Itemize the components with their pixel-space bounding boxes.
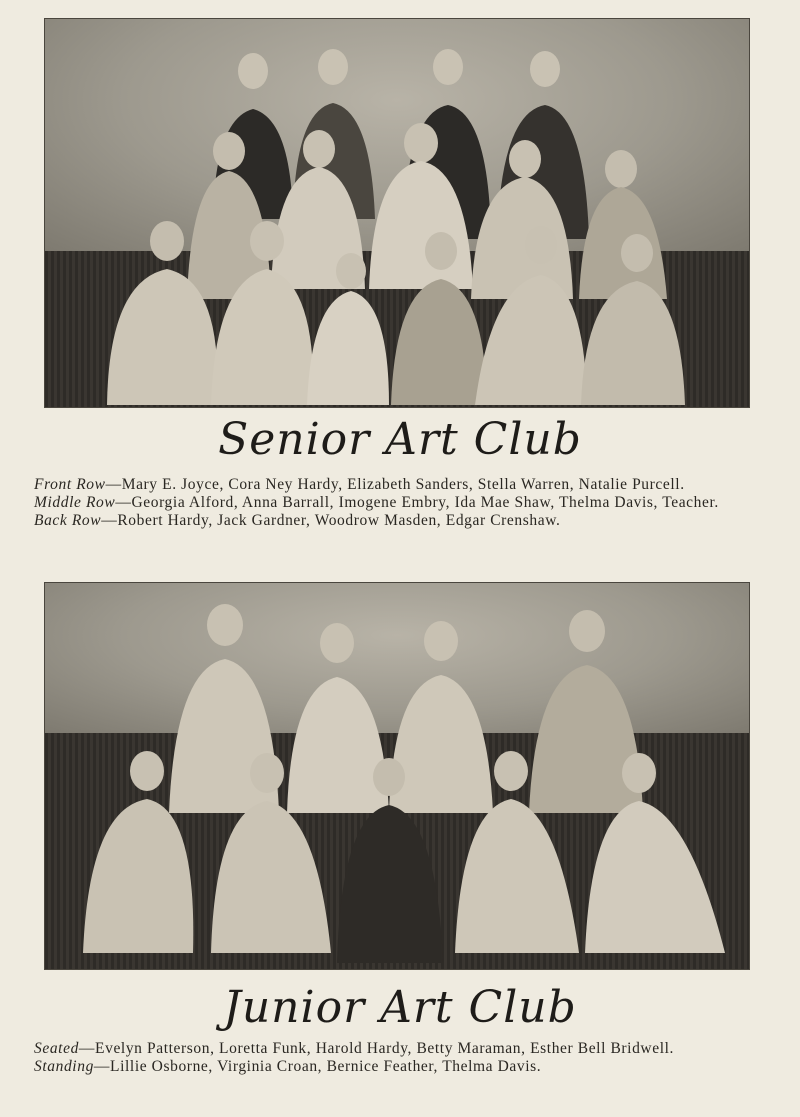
- senior-club-photo: [44, 18, 750, 408]
- row-label: Standing: [34, 1058, 94, 1075]
- row-names: Evelyn Patterson, Loretta Funk, Harold Hardy, Betty Maraman, Esther Bell Bridwell.: [95, 1040, 674, 1057]
- row-label: Back Row: [34, 512, 102, 529]
- row-names: Lillie Osborne, Virginia Croan, Bernice Feather, Thelma Davis.: [110, 1058, 542, 1075]
- row-names: Georgia Alford, Anna Barrall, Imogene Embry, Ida Mae Shaw, Thelma Davis, Teacher.: [131, 494, 719, 511]
- senior-club-caption: [8, 476, 788, 530]
- senior-front-row: [8, 476, 788, 494]
- junior-standing-row: [8, 1058, 788, 1076]
- row-label: Front Row: [34, 476, 106, 493]
- row-label: Middle Row: [34, 494, 116, 511]
- row-names: Robert Hardy, Jack Gardner, Woodrow Masden, Edgar Crenshaw.: [117, 512, 561, 529]
- dash: —: [105, 476, 122, 493]
- row-label: Seated: [34, 1040, 79, 1057]
- junior-club-caption: [8, 1040, 788, 1076]
- senior-club-title: Senior Art Club: [218, 414, 582, 465]
- senior-figures-illustration: [45, 19, 749, 407]
- junior-club-photo: [44, 582, 750, 970]
- dash: —: [78, 1040, 96, 1057]
- senior-middle-row: [8, 494, 788, 512]
- row-names: Mary E. Joyce, Cora Ney Hardy, Elizabeth Sanders, Stella Warren, Natalie Purcell.: [121, 476, 685, 493]
- junior-figures-illustration: [45, 583, 749, 969]
- junior-seated-row: [8, 1040, 788, 1058]
- dash: —: [101, 512, 118, 529]
- dash: —: [93, 1058, 111, 1075]
- junior-club-title: Junior Art Club: [223, 982, 577, 1033]
- dash: —: [115, 494, 132, 511]
- senior-back-row: [8, 512, 788, 530]
